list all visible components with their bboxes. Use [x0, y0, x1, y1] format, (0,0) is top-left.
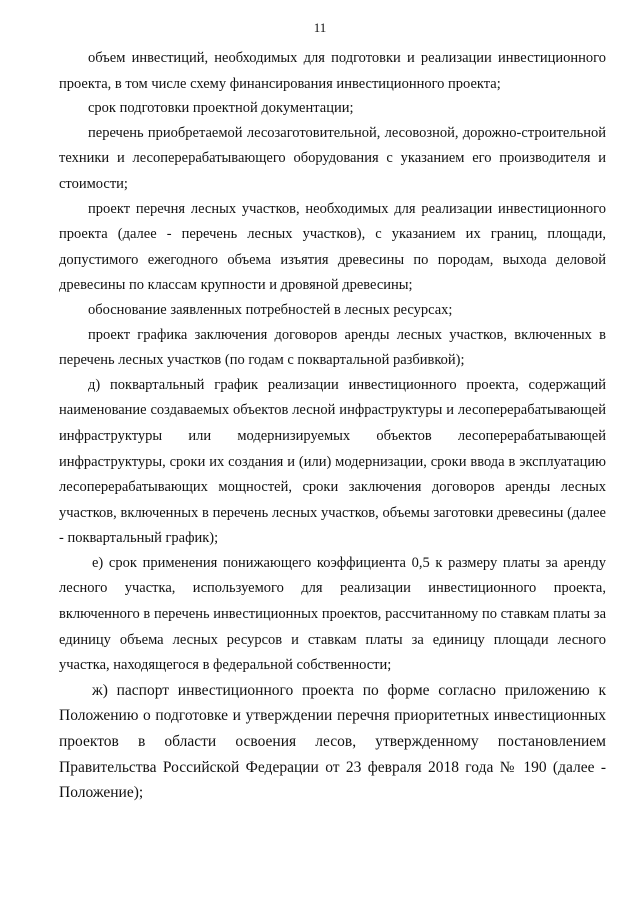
document-body [59, 46, 606, 806]
paragraph-resource-needs: обоснование заявленных потребностей в лесных ресурсах; [88, 301, 453, 318]
paragraph-design-term: срок подготовки проектной документации; [88, 100, 354, 117]
paragraph-quarterly-schedule: д) поквартальный график реализации инвестиционного проекта, содержащий наименование создаваемых объектов лесной инфраструктуры и лесоперерабатывающей инфраструктуры или модернизируемых объектов лесоперерабатывающей инфраструктуры, сроки их создания и (или) модернизации, сроки ввода в эксплуатацию лесоперерабатывающих мощностей, сроки заключения договоров аренды лесных участков, включенных в перечень лесных участков, объемы заготовки древесины (далее - поквартальный график); [59, 376, 606, 547]
paragraph-project-passport: ж) паспорт инвестиционного проекта по форме согласно приложению к Положению о подготовке и утверждении перечня приоритетных инвестиционных проектов в области освоения лесов, утвержденному постановлением Правительства Российской Федерации от 23 февраля 2018 года № 190 (далее - Положение); [59, 681, 606, 802]
paragraph-reduction-coefficient: е) срок применения понижающего коэффициента 0,5 к размеру платы за аренду лесного участка, используемого для реализации инвестиционного проекта, включенного в перечень инвестиционных проектов, рассчитанному по ставкам платы за единицу объема лесных ресурсов и ставкам платы за единицу площади лесного участка, находящегося в федеральной собственности; [59, 554, 606, 674]
page-number: 11 [313, 20, 327, 35]
paragraph-lease-schedule: проект графика заключения договоров аренды лесных участков, включенных в перечень лесных участков (по годам с поквартальной разбивкой); [59, 326, 606, 369]
paragraph-investment-volume: объем инвестиций, необходимых для подготовки и реализации инвестиционного проекта, в том числе схему финансирования инвестиционного проекта; [59, 50, 606, 92]
paragraph-equipment-list: перечень приобретаемой лесозаготовительной, лесовозной, дорожно-строительной техники и лесоперерабатывающего оборудования с указанием его производителя и стоимости; [59, 124, 606, 192]
paragraph-forest-plots: проект перечня лесных участков, необходимых для реализации инвестиционного проекта (далее - перечень лесных участков), с указанием их границ, площади, допустимого ежегодного объема изъятия древесины по породам, выхода деловой древесины по классам крупности и дровяной древесины; [59, 200, 606, 294]
